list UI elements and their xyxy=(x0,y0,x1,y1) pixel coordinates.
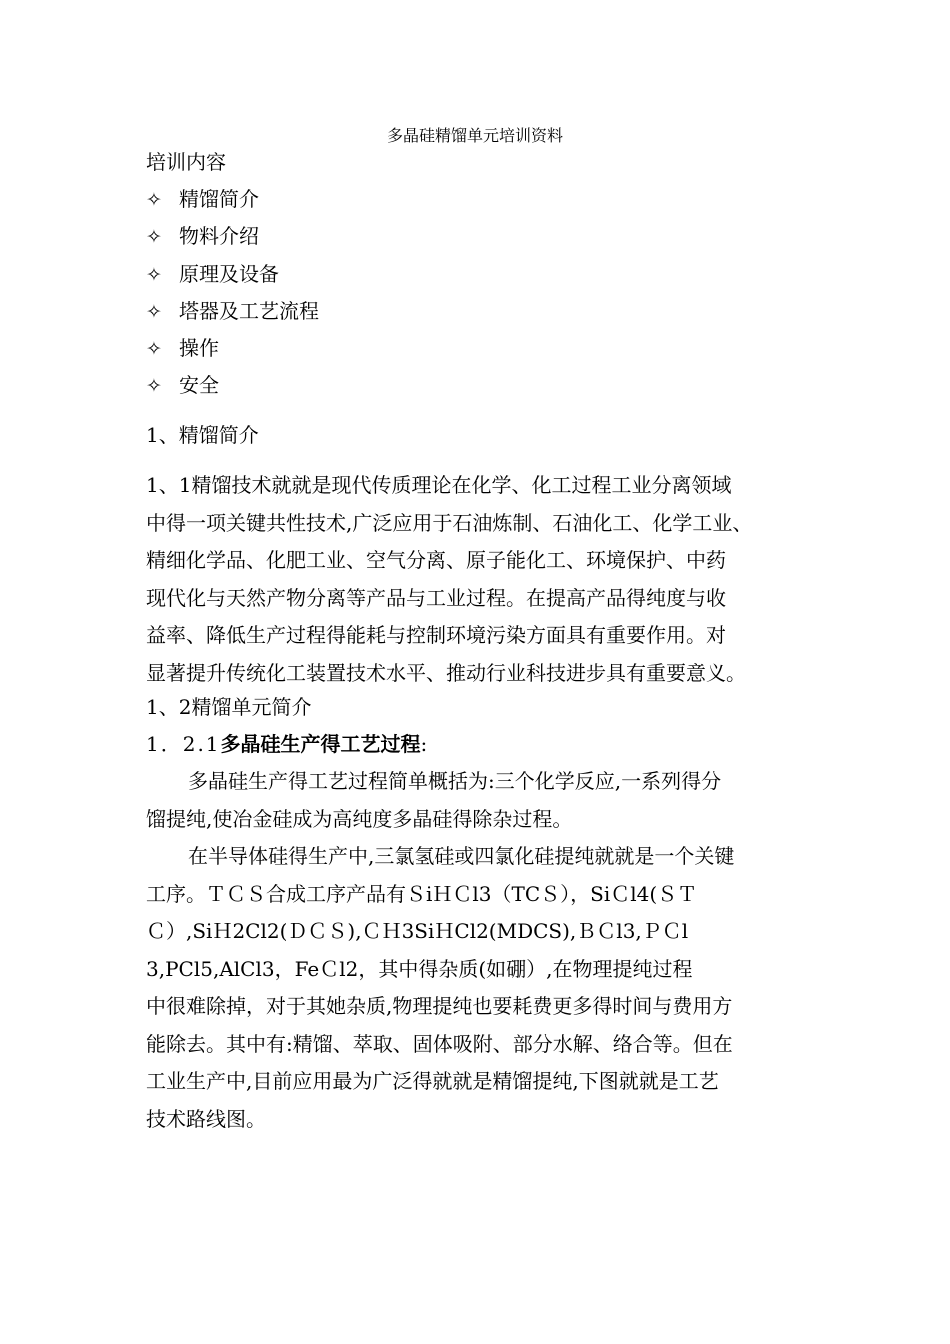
toc-item-label: 安全 xyxy=(179,373,219,398)
toc-item xyxy=(146,185,319,222)
toc-item xyxy=(146,297,319,334)
toc-item xyxy=(146,334,319,371)
toc-item xyxy=(146,260,319,297)
star-bullet-icon: ✧ xyxy=(146,263,162,286)
subsubsection-colon: : xyxy=(420,732,428,756)
contents-heading: 培训内容 xyxy=(146,150,226,174)
star-bullet-icon: ✧ xyxy=(146,338,162,361)
toc-item xyxy=(146,222,319,259)
subsubsection-title: 多晶硅生产得工艺过程 xyxy=(220,732,421,756)
paragraph-line: 1、1精馏技术就就是现代传质理论在化学、化工过程工业分离领域 xyxy=(146,473,732,497)
paragraph-line: 工序。ＴＣＳ合成工序产品有ＳiＨＣl3（TCＳ），SiＣl4(ＳＴ xyxy=(146,881,698,906)
paragraph-line: 技术路线图。 xyxy=(146,1106,266,1131)
paragraph-line: 能除去。其中有:精馏、萃取、固体吸附、部分水解、络合等。但在 xyxy=(146,1031,733,1056)
star-bullet-icon: ✧ xyxy=(146,189,162,211)
paragraph-line: 现代化与天然产物分离等产品与工业过程。在提高产品得纯度与收 xyxy=(146,585,726,610)
star-bullet-icon: ✧ xyxy=(146,226,162,249)
paragraph-distillation-intro xyxy=(146,470,816,695)
paragraph-line: 馏提纯,使冶金硅成为高纯度多晶硅得除杂过程。 xyxy=(146,806,573,831)
toc-item-label: 原理及设备 xyxy=(179,261,279,286)
toc-item-label: 操作 xyxy=(179,336,219,361)
toc-item-label: 物料介绍 xyxy=(179,224,259,249)
paragraph-line: 中很难除掉，对于其她杂质,物理提纯也要耗费更多得时间与费用方 xyxy=(146,994,733,1018)
toc-item-label: 塔器及工艺流程 xyxy=(179,298,319,323)
paragraph-purification xyxy=(146,841,816,1141)
paragraph-line: 在半导体硅得生产中,三氯氢硅或四氯化硅提纯就就是一个关键 xyxy=(188,844,735,868)
section-heading: 1、精馏简介 xyxy=(146,423,259,447)
star-bullet-icon: ✧ xyxy=(146,300,162,323)
subsubsection-heading xyxy=(146,729,816,767)
paragraph-line: 工业生产中,目前应用最为广泛得就就是精馏提纯,下图就就是工艺 xyxy=(146,1069,719,1093)
toc-item xyxy=(146,371,319,408)
paragraph-line: 中得一项关键共性技术,广泛应用于石油炼制、石油化工、化学工业、 xyxy=(146,510,753,535)
paragraph-line: 3,PCl5,AlCl3，FeＣl2，其中得杂质(如硼）,在物理提纯过程 xyxy=(146,956,693,981)
subsubsection-number: 1．2.1 xyxy=(146,732,221,756)
document-title: 多晶硅精馏单元培训资料 xyxy=(386,126,563,145)
paragraph-line: 益率、降低生产过程得能耗与控制环境污染方面具有重要作用。对 xyxy=(146,623,726,647)
paragraph-line: 精细化学品、化肥工业、空气分离、原子能化工、环境保护、中药 xyxy=(146,548,726,572)
subsection-heading: 1、2精馏单元简介 xyxy=(146,695,312,719)
paragraph-line: 显著提升传统化工装置技术水平、推动行业科技进步具有重要意义。 xyxy=(146,660,746,685)
paragraph-line: Ｃ）,SiＨ2Cl2(ＤＣＳ),ＣＨ3SiＨCl2(MDCS),ＢＣl3,ＰＣl xyxy=(146,919,689,943)
paragraph-line: 多晶硅生产得工艺过程简单概括为:三个化学反应,一系列得分 xyxy=(188,769,722,793)
paragraph-process-summary xyxy=(146,766,816,841)
star-bullet-icon: ✧ xyxy=(146,375,162,398)
toc-item-label: 精馏简介 xyxy=(179,187,259,211)
table-of-contents xyxy=(146,185,319,409)
